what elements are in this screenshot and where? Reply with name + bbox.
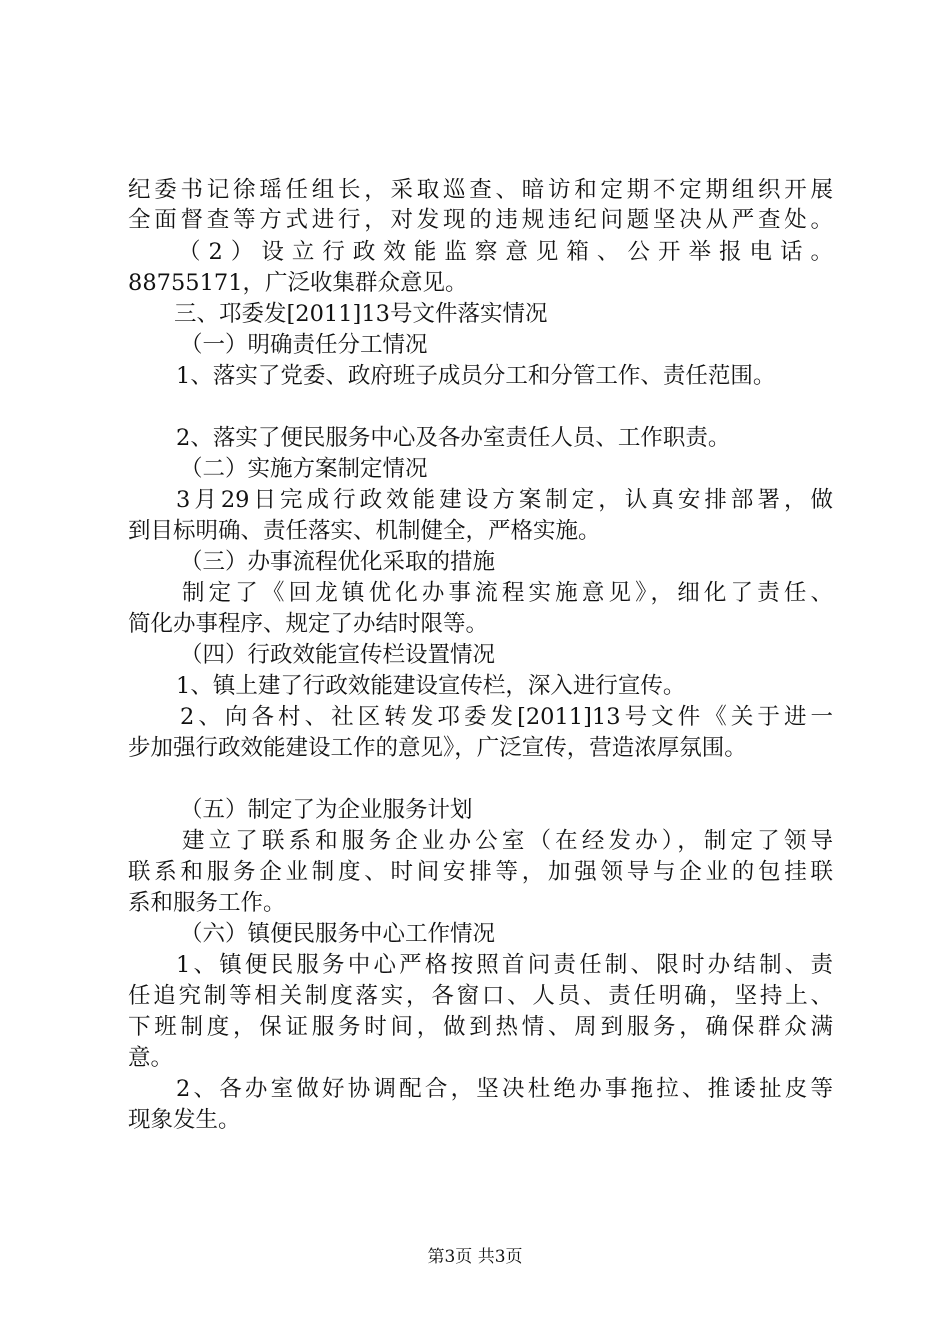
body-line: 1、镇便民服务中心严格按照首问责任制、限时办结制、责 [176,952,833,978]
body-line: 下班制度，保证服务时间，做到热情、周到服务，确保群众满 [128,1014,833,1040]
body-line: 联系和服务企业制度、时间安排等，加强领导与企业的包挂联 [128,859,833,885]
section-heading: 三、邛委发[2011]13号文件落实情况 [174,301,548,327]
body-line: 任追究制等相关制度落实，各窗口、人员、责任明确，坚持上、 [128,983,833,1009]
body-line: 系和服务工作。 [128,890,286,916]
subsection-heading: （六）镇便民服务中心工作情况 [180,921,496,947]
body-line: 1、镇上建了行政效能建设宣传栏，深入进行宣传。 [176,673,686,699]
body-line: （2）设立行政效能监察意见箱、公开举报电话。 [178,239,833,265]
body-line: 3月29日完成行政效能建设方案制定，认真安排部署，做 [176,487,833,513]
body-line: 2、向各村、社区转发邛委发[2011]13号文件《关于进一 [180,704,833,730]
subsection-heading: （三）办事流程优化采取的措施 [180,549,496,575]
body-line: 2、落实了便民服务中心及各办室责任人员、工作职责。 [176,425,731,451]
page-footer: 第3页 共3页 [427,1247,523,1267]
body-line: 意。 [128,1045,174,1071]
body-line: 制定了《回龙镇优化办事流程实施意见》，细化了责任、 [182,580,833,606]
body-line: 全面督查等方式进行，对发现的违规违纪问题坚决从严查处。 [128,207,833,233]
subsection-heading: （一）明确责任分工情况 [180,332,428,358]
body-line: 2、各办室做好协调配合，坚决杜绝办事拖拉、推诿扯皮等 [176,1076,833,1102]
subsection-heading: （二）实施方案制定情况 [180,456,428,482]
body-line: 88755171，广泛收集群众意见。 [128,270,468,296]
body-line: 到目标明确、责任落实、机制健全，严格实施。 [128,518,601,544]
subsection-heading: （四）行政效能宣传栏设置情况 [180,642,496,668]
body-line: 1、落实了党委、政府班子成员分工和分管工作、责任范围。 [176,363,776,389]
body-line: 步加强行政效能建设工作的意见》，广泛宣传，营造浓厚氛围。 [128,735,747,761]
subsection-heading: （五）制定了为企业服务计划 [180,797,473,823]
body-line: 建立了联系和服务企业办公室（在经发办），制定了领导 [182,828,833,854]
body-line: 现象发生。 [128,1107,241,1133]
body-line: 纪委书记徐瑶任组长，采取巡查、暗访和定期不定期组织开展 [128,177,833,203]
body-line: 简化办事程序、规定了办结时限等。 [128,611,489,637]
